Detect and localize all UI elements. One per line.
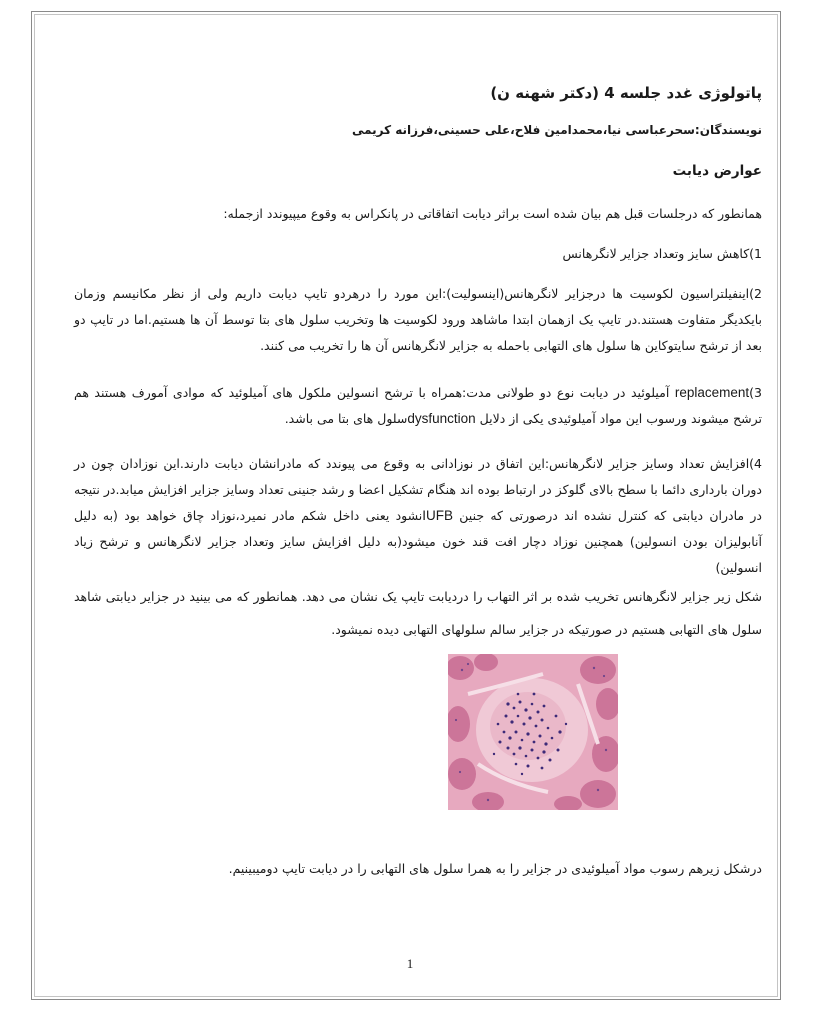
item4-term: IUFB [422,508,454,523]
list-item-4 [74,451,762,581]
document-title: پاتولوژی غدد جلسه 4 (دکتر شهنه ن) [490,84,762,102]
histology-svg [448,654,618,810]
intro-paragraph: همانطور که درجلسات قبل هم بیان شده است براثر دیابت اتفاقاتی در پانکراس به وقوع میپیوندد ازجمله: [223,206,762,221]
item3-end: سلول های بتا می باشد. [284,411,408,426]
item3-prefix: 3) [749,385,762,400]
histology-image [448,654,618,810]
section-heading: عوارض دیابت [672,163,762,179]
item3-mid: آمیلوئید در دیابت نوع دو طولانی مدت:همراه با ترشح انسولین ملکول های آمیلوئید که موادی آمورف هستند هم ترشح میشوند ورسوب این مواد آمیلوئیدی یکی از دلایل [74,385,762,426]
list-item-3 [74,380,762,432]
item3-term2: dysfunction [407,411,476,426]
authors-line: نویسندگان:سحرعباسی نیا،محمدامین فلاح،علی حسینی،فرزانه کریمی [351,123,762,137]
amyloid-paragraph: درشکل زیرهم رسوب مواد آمیلوئیدی در جزایر را به همرا سلول های التهابی را در دیابت تایپ دومیبینیم. [228,861,762,876]
list-item-1: 1)کاهش سایز وتعداد جزایر لانگرهانس [562,246,762,261]
item4-part-a: 4)افزایش تعداد وسایز جزایر لانگرهانس:این اتفاق در نوزادانی به وقوع می پیوندد که مادرانشان دیابت دارند.این نوزادان چون در دوران بارداری دائما با سطح بالای گلوکز در ارتباط بوده اند هنگام تشکیل اعضا و رشد جنینی تعداد وسایز جزایر افزایش میابد.در نتیجه در مادران دیابتی که کنترل نشده اند درصورتی که جنین [74,456,762,523]
page-number: 1 [406,956,414,971]
item4-part-b: نشود یعنی داخل شکم مادر نمیرد،نوزاد چاق خواهد بود (به دلیل آنابولیزان بودن انسولین) همچنین نوزاد دچار افت قند خون میشود(به دلیل افزایش سایز وتعداد جزایر لانگرهانس و ترشح زیاد انسولین) [74,508,762,575]
item3-term: replacement [674,385,750,400]
list-item-2: 2)اینفیلتراسیون لکوسیت ها درجزایر لانگرهانس(اینسولیت):این مورد را درهردو تایپ دیابت داریم ولی از نظر مکانیسم وزمان بایکدیگر متفاوت هستند.در تایپ یک ازهمان ابتدا ماشاهد ورود لکوسیت ها وتخریب سلول های بتا توسط آن ها هستیم.اما در تایپ دو بعد از ترشح سایتوکاین ها سلول های التهابی باحمله به جزایر لانگرهانس آن ها را تخریب می کنند. [74,286,762,353]
figure-description: شکل زیر جزایر لانگرهانس تخریب شده بر اثر التهاب را دردیابت تایپ یک نشان می دهد. همانطور که می بینید در جزایر دیابتی شاهد سلول های التهابی هستیم در صورتیکه در جزایر سالم سلولهای التهابی دیده نمیشود. [74,589,762,637]
